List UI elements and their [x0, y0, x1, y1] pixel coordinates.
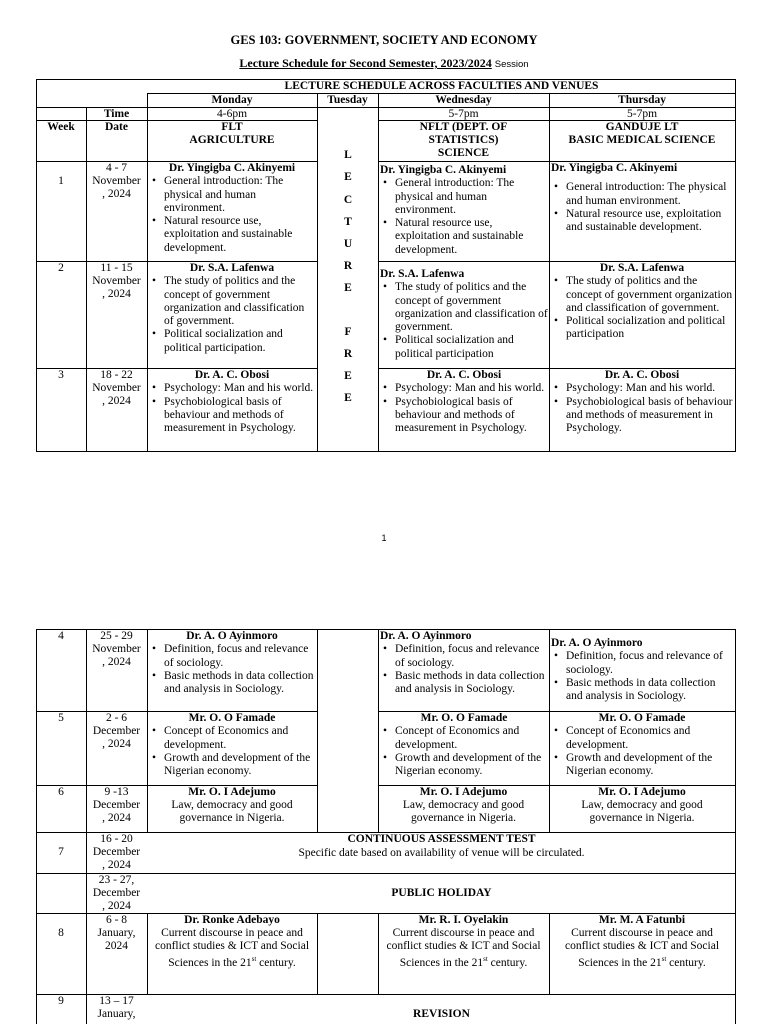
lecturer-name: Mr. O. O Famade — [598, 712, 686, 724]
week-date: 2 - 6 December , 2024 — [92, 712, 141, 750]
session-monday: Mr. O. I Adejumo Law, democracy and good governance in Nigeria. — [150, 786, 314, 825]
session-thursday: Mr. O. O Famade • Concept of Economics and development. • Growth and development of the Nigerian economy. — [551, 712, 733, 778]
lecturer-name: Mr. O. I Adejumo — [598, 786, 686, 798]
time-monday: 4-6pm — [216, 108, 248, 120]
lecturer-name: Mr. O. O Famade — [188, 712, 276, 724]
page-number: 1 — [381, 533, 387, 543]
session-wednesday: Dr. A. C. Obosi • Psychology: Man and his world. • Psychobiological basis of behaviour and methods of measurement in Psychology. — [380, 369, 548, 435]
venue-wednesday: NFLT (DEPT. OF STATISTICS) SCIENCE — [419, 121, 508, 159]
session-monday: Dr. Ronke Adebayo Current discourse in peace and conflict studies & ICT and Social Sciences in the 21st century. — [150, 914, 314, 970]
session-wednesday: Dr. S.A. Lafenwa • The study of politics and the concept of government organization and classification of government. • Political socialization and political participation — [380, 268, 548, 361]
week-date: 11 - 15 November , 2024 — [92, 262, 141, 300]
header-wednesday: Wednesday — [435, 94, 492, 106]
document-title: GES 103: GOVERNMENT, SOCIETY AND ECONOMY — [230, 33, 538, 47]
session-thursday: Mr. O. I Adejumo Law, democracy and good governance in Nigeria. — [556, 786, 728, 825]
header-tuesday: Tuesday — [327, 94, 368, 106]
week-number: 8 — [58, 927, 64, 939]
session-monday: Dr. A. O Ayinmoro • Definition, focus and relevance of sociology. • Basic methods in data collection and analysis in Sociology. — [149, 630, 315, 696]
week-number: 9 — [58, 995, 64, 1007]
week-date: 23 - 27, December , 2024 — [92, 874, 141, 912]
subtitle-session: Session — [494, 59, 529, 70]
week-date: 4 - 7 November , 2024 — [92, 162, 141, 200]
week-date: 6 - 8 January, 2024 — [97, 914, 136, 952]
subtitle-text: Lecture Schedule for Second Semester, 2023/2024 — [239, 56, 492, 70]
public-holiday-heading: PUBLIC HOLIDAY — [391, 887, 492, 899]
lecturer-name: Mr. O. O Famade — [420, 712, 508, 724]
continuous-assessment-note: Specific date based on availability of venue will be circulated. — [298, 847, 585, 859]
venue-thursday: GANDUJE LT BASIC MEDICAL SCIENCE — [568, 121, 716, 146]
revision-heading: REVISION — [413, 1008, 470, 1020]
time-thursday: 5-7pm — [626, 108, 658, 120]
session-thursday: Dr. Yingigba C. Akinyemi • General introduction: The physical and human environment. • Natural resource use, exploitation and sustainable development. — [551, 162, 733, 234]
session-thursday: Dr. A. C. Obosi • Psychology: Man and his world. • Psychobiological basis of behaviour and methods of measurement in Psychology. — [551, 369, 733, 435]
lecturer-name: Dr. A. O Ayinmoro — [186, 630, 278, 642]
lecturer-name: Mr. R. I. Oyelakin — [418, 914, 509, 926]
week-number: 2 — [58, 262, 64, 274]
week-date: 13 – 17 January, — [97, 995, 136, 1020]
session-monday: Dr. A. C. Obosi • Psychology: Man and his world. • Psychobiological basis of behaviour and methods of measurement in Psychology. — [149, 369, 315, 435]
week-date: 16 - 20 December , 2024 — [92, 833, 141, 871]
lecturer-name: Dr. Yingigba C. Akinyemi — [551, 162, 678, 174]
session-wednesday: Dr. A. O Ayinmoro • Definition, focus and relevance of sociology. • Basic methods in data collection and analysis in Sociology. — [380, 630, 548, 696]
lecturer-name: Dr. S.A. Lafenwa — [599, 262, 685, 274]
lecturer-name: Mr. O. I Adejumo — [419, 786, 508, 798]
week-date: 18 - 22 November , 2024 — [92, 369, 141, 407]
session-wednesday: Mr. O. O Famade • Concept of Economics and development. • Growth and development of the Nigerian economy. — [380, 712, 548, 778]
week-number: 5 — [58, 712, 64, 724]
document-subtitle — [0, 56, 768, 71]
header-thursday: Thursday — [618, 94, 666, 106]
lecturer-name: Dr. S.A. Lafenwa — [380, 268, 465, 280]
session-monday: Dr. S.A. Lafenwa • The study of politics and the concept of government organization and classification of government. • Political socialization and political participation. — [149, 262, 315, 355]
venue-monday: FLT AGRICULTURE — [189, 121, 275, 146]
lecturer-name: Dr. Ronke Adebayo — [184, 914, 280, 926]
week-number: 6 — [58, 786, 64, 798]
header-time: Time — [103, 108, 130, 120]
lecturer-name: Dr. A. C. Obosi — [604, 369, 680, 381]
header-monday: Monday — [211, 94, 253, 106]
week-number: 4 — [58, 630, 64, 642]
lecturer-name: Mr. M. A Fatunbi — [598, 914, 686, 926]
session-wednesday: Dr. Yingigba C. Akinyemi • General introduction: The physical and human environment. • Natural resource use, exploitation and sustainable development. — [380, 164, 548, 257]
session-monday: Mr. O. O Famade • Concept of Economics and development. • Growth and development of the Nigerian economy. — [149, 712, 315, 778]
session-thursday: Mr. M. A Fatunbi Current discourse in peace and conflict studies & ICT and Social Sciences in the 21st century. — [556, 914, 728, 970]
lecturer-name: Dr. Yingigba C. Akinyemi — [380, 164, 507, 176]
header-date: Date — [105, 121, 128, 133]
header-week: Week — [47, 121, 75, 133]
lecturer-name: Dr. A. C. Obosi — [194, 369, 270, 381]
session-monday: Dr. Yingigba C. Akinyemi • General introduction: The physical and human environment. • Natural resource use, exploitation and sustainable development. — [149, 162, 315, 255]
week-number: 7 — [58, 846, 64, 858]
lecturer-name: Dr. A. O Ayinmoro — [380, 630, 472, 642]
lecturer-name: Dr. Yingigba C. Akinyemi — [168, 162, 296, 174]
session-thursday: Dr. A. O Ayinmoro • Definition, focus and relevance of sociology. • Basic methods in data collection and analysis in Sociology. — [551, 637, 733, 703]
lecturer-name: Dr. A. C. Obosi — [426, 369, 502, 381]
time-wednesday: 5-7pm — [448, 108, 479, 120]
lecturer-name: Dr. A. O Ayinmoro — [551, 637, 643, 649]
continuous-assessment-heading: CONTINUOUS ASSESSMENT TEST — [347, 833, 536, 845]
week-number: 3 — [58, 369, 64, 381]
session-wednesday: Mr. R. I. Oyelakin Current discourse in peace and conflict studies & ICT and Social Sciences in the 21st century. — [381, 914, 546, 970]
week-date: 9 -13 December , 2024 — [92, 786, 141, 824]
session-thursday: Dr. S.A. Lafenwa • The study of politics and the concept of government organization and classification of government. • Political socialization and political participation — [551, 262, 733, 342]
lecturer-name: Mr. O. I Adejumo — [188, 786, 276, 798]
session-wednesday: Mr. O. I Adejumo Law, democracy and good governance in Nigeria. — [381, 786, 546, 825]
week-date: 25 - 29 November , 2024 — [92, 630, 141, 668]
table-banner: LECTURE SCHEDULE ACROSS FACULTIES AND VENUES — [284, 80, 599, 92]
lecturer-name: Dr. S.A. Lafenwa — [189, 262, 275, 274]
week-number: 1 — [58, 175, 64, 187]
